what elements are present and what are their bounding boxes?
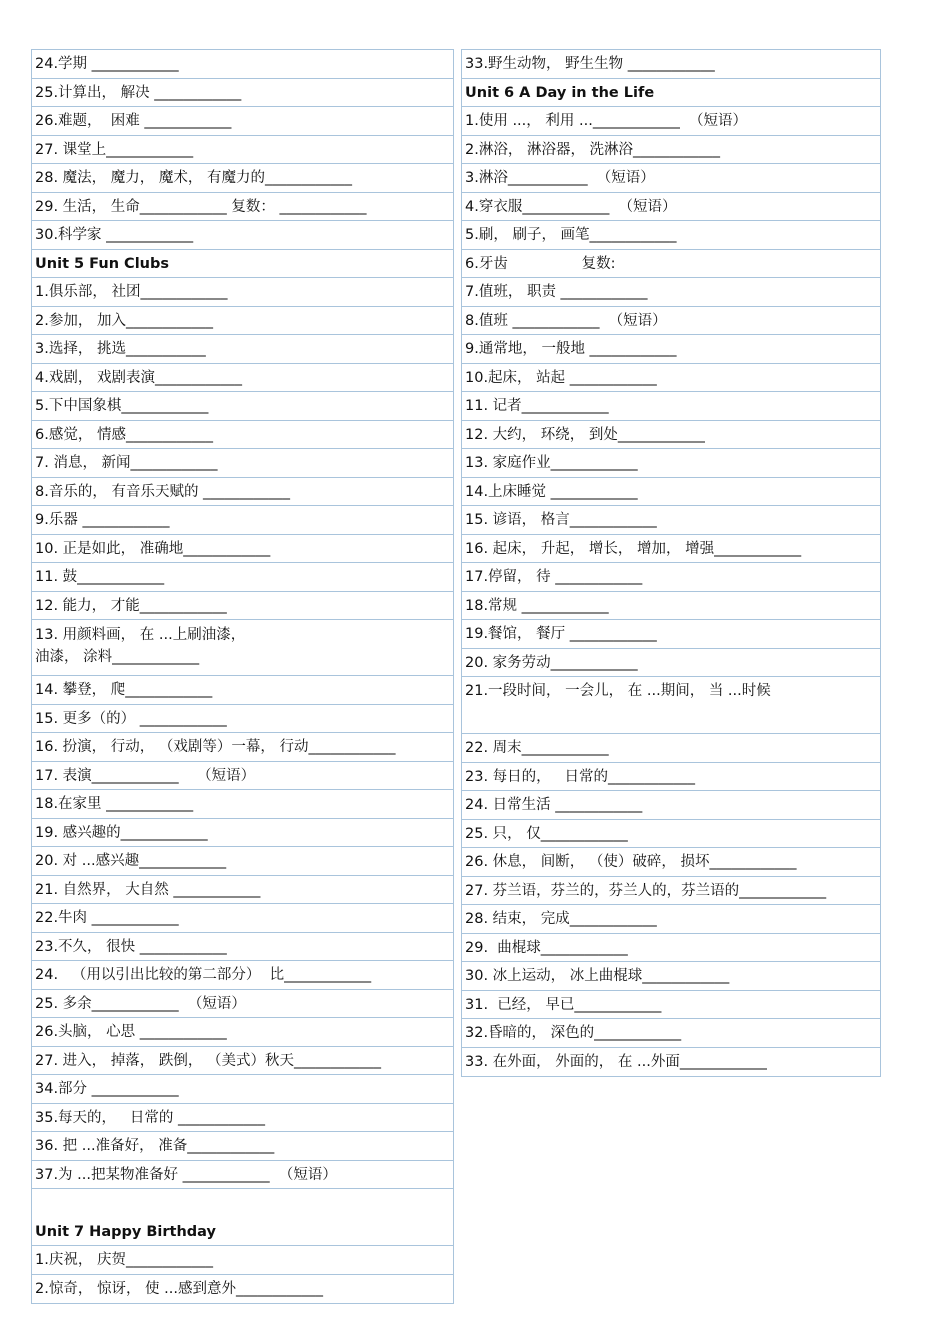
vocabulary-item-text: 28. 结束， 完成____________ <box>465 911 657 927</box>
vocabulary-row <box>462 335 880 364</box>
vocabulary-item-text: 27. 芬兰语，芬兰的，芬兰人的，芬兰语的____________ <box>465 882 827 899</box>
vocabulary-row <box>32 221 453 250</box>
vocabulary-row <box>32 1132 453 1161</box>
vocabulary-item-text: 7.值班， 职责 ____________ <box>465 284 648 300</box>
vocabulary-item-text: 16. 扮演， 行动， （戏剧等）一幕， 行动____________ <box>35 739 396 755</box>
vocabulary-row <box>462 478 880 507</box>
vocabulary-item-text: 30.科学家 ____________ <box>35 227 194 243</box>
vocabulary-item-text: 5.刷， 刷子， 画笔____________ <box>465 227 677 243</box>
vocabulary-item-text: 26.头脑， 心思 ____________ <box>35 1024 227 1040</box>
vocabulary-item-text: 4.穿衣服____________ （短语） <box>465 198 677 215</box>
vocabulary-item-text: 24.学期 ____________ <box>35 56 179 72</box>
vocabulary-item-text: 36. 把 ...准备好， 准备____________ <box>35 1138 275 1154</box>
vocabulary-row <box>32 1161 453 1190</box>
vocabulary-item-text: 21. 自然界， 大自然 ____________ <box>35 881 261 898</box>
vocabulary-item-text: 16. 起床， 升起， 增长， 增加， 增强____________ <box>465 540 802 557</box>
vocabulary-row <box>32 164 453 193</box>
vocabulary-row <box>32 1075 453 1104</box>
vocabulary-row <box>32 904 453 933</box>
vocabulary-item-text: 2.参加， 加入____________ <box>35 312 213 329</box>
vocabulary-item-text: 2.惊奇， 惊讶， 使 ...感到意外____________ <box>35 1280 323 1297</box>
vocabulary-row <box>32 364 453 393</box>
vocabulary-item-text: 24. 日常生活 ____________ <box>465 797 643 813</box>
vocabulary-row <box>462 392 880 421</box>
vocabulary-row <box>462 278 880 307</box>
vocabulary-row <box>32 193 453 222</box>
vocabulary-row <box>32 506 453 535</box>
vocabulary-row <box>32 107 453 136</box>
vocabulary-row <box>32 819 453 848</box>
vocabulary-item-text: 1.庆祝， 庆贺____________ <box>35 1252 213 1268</box>
vocabulary-row <box>32 990 453 1019</box>
unit-heading-text: Unit 7 Happy Birthday <box>35 1223 216 1240</box>
vocabulary-row <box>462 962 880 991</box>
vocabulary-row <box>32 1018 453 1047</box>
vocabulary-row <box>462 763 880 792</box>
vocabulary-row <box>462 991 880 1020</box>
vocabulary-item-text: 3.淋浴___________ （短语） <box>465 170 655 186</box>
vocabulary-item-text: 21.一段时间， 一会儿， 在 ...期间， 当 ...时候 <box>465 683 771 699</box>
vocabulary-item-text: 22. 周末____________ <box>465 740 609 756</box>
vocabulary-row <box>32 50 453 79</box>
vocabulary-item-text: 33.野生动物， 野生生物 ____________ <box>465 56 715 72</box>
unit-heading-text: Unit 6 A Day in the Life <box>465 84 655 101</box>
vocabulary-row <box>32 676 453 705</box>
unit-heading-text: Unit 5 Fun Clubs <box>35 255 170 272</box>
vocabulary-row <box>32 620 453 676</box>
vocabulary-item-text: 24. （用以引出比较的第二部分） 比____________ <box>35 967 372 983</box>
vocabulary-row <box>32 876 453 905</box>
vocabulary-row <box>32 790 453 819</box>
vocabulary-row <box>462 1019 880 1048</box>
unit-heading-row <box>32 1189 453 1246</box>
unit-heading-row <box>462 79 880 108</box>
vocabulary-row <box>462 421 880 450</box>
vocabulary-item-text: 31. 已经， 早已____________ <box>465 996 662 1013</box>
vocabulary-item-text: 5.下中国象棋____________ <box>35 398 209 414</box>
vocabulary-row <box>32 335 453 364</box>
vocabulary-row <box>462 563 880 592</box>
vocabulary-item-text: 23.不久， 很快 ____________ <box>35 938 227 955</box>
vocabulary-item-text: 27. 进入， 掉落， 跌倒， （美式）秋天____________ <box>35 1052 381 1069</box>
vocabulary-row <box>32 705 453 734</box>
vocabulary-row <box>462 592 880 621</box>
vocabulary-item-text: 27. 课堂上____________ <box>35 141 194 158</box>
vocabulary-item-text: 37.为 ...把某物准备好 ____________ （短语） <box>35 1166 337 1183</box>
vocabulary-item-text: 34.部分 ____________ <box>35 1081 179 1097</box>
vocabulary-row <box>32 563 453 592</box>
vocabulary-item-text: 32.昏暗的， 深色的____________ <box>465 1025 682 1041</box>
vocabulary-row <box>462 193 880 222</box>
vocabulary-item-text: 7. 消息， 新闻____________ <box>35 455 218 471</box>
vocabulary-row <box>32 933 453 962</box>
vocabulary-item-text: 25.计算出， 解决 ____________ <box>35 84 242 101</box>
vocabulary-row <box>32 307 453 336</box>
vocabulary-item-text: 25. 多余____________ （短语） <box>35 995 246 1012</box>
vocabulary-row <box>462 905 880 934</box>
vocabulary-item-text: 12. 大约， 环绕， 到处____________ <box>465 426 705 443</box>
vocabulary-item-text: 10.起床， 站起 ____________ <box>465 369 657 386</box>
vocabulary-row <box>462 307 880 336</box>
vocabulary-row <box>462 620 880 649</box>
vocabulary-item-text: 18.常规 ____________ <box>465 597 609 614</box>
vocabulary-item-text: 19. 感兴趣的____________ <box>35 824 208 841</box>
vocabulary-row <box>32 392 453 421</box>
vocabulary-row <box>32 478 453 507</box>
vocabulary-item-text: 9.通常地， 一般地 ____________ <box>465 341 677 357</box>
vocabulary-item-text: 15. 谚语， 格言____________ <box>465 512 657 528</box>
vocabulary-row <box>32 79 453 108</box>
vocabulary-row <box>32 1246 453 1275</box>
vocabulary-row <box>462 449 880 478</box>
vocabulary-row <box>462 934 880 963</box>
vocabulary-row <box>462 164 880 193</box>
vocabulary-row <box>32 535 453 564</box>
vocabulary-item-text: 1.使用 ...， 利用 ...____________ （短语） <box>465 113 748 129</box>
vocabulary-item-text: 13. 家庭作业____________ <box>465 455 638 471</box>
vocabulary-item-text: 20. 家务劳动____________ <box>465 654 638 671</box>
vocabulary-item-text: 23. 每日的， 日常的____________ <box>465 768 695 785</box>
vocabulary-item-text: 6.牙齿 复数: <box>465 255 616 272</box>
vocabulary-item-text: 28. 魔法， 魔力， 魔术， 有魔力的____________ <box>35 170 352 186</box>
vocabulary-row <box>32 1275 453 1304</box>
vocabulary-row <box>462 791 880 820</box>
vocabulary-item-text: 11. 鼓____________ <box>35 569 165 585</box>
vocabulary-item-text: 11. 记者____________ <box>465 398 609 414</box>
left-vocabulary-table <box>31 49 454 1304</box>
vocabulary-item-text: 8.值班 ____________ （短语） <box>465 312 667 329</box>
vocabulary-row <box>462 649 880 678</box>
vocabulary-row <box>32 136 453 165</box>
vocabulary-item-text: 10. 正是如此， 准确地____________ <box>35 540 271 557</box>
vocabulary-row <box>462 50 880 79</box>
vocabulary-row <box>32 421 453 450</box>
vocabulary-row <box>462 250 880 279</box>
vocabulary-item-text: 22.牛肉 ____________ <box>35 910 179 926</box>
vocabulary-item-text: 29. 曲棍球____________ <box>465 939 628 956</box>
vocabulary-item-text: 3.选择， 挑选___________ <box>35 341 206 357</box>
vocabulary-item-text: 19.餐馆， 餐厅 ____________ <box>465 626 657 642</box>
vocabulary-row <box>462 677 880 734</box>
unit-heading-row <box>32 250 453 279</box>
vocabulary-row <box>462 221 880 250</box>
vocabulary-row <box>462 535 880 564</box>
right-vocabulary-table <box>461 49 881 1077</box>
vocabulary-item-text: 2.淋浴， 淋浴器， 洗淋浴____________ <box>465 141 721 158</box>
vocabulary-item-text: 25. 只， 仅____________ <box>465 825 628 842</box>
vocabulary-row <box>32 847 453 876</box>
vocabulary-item-text: 4.戏剧， 戏剧表演____________ <box>35 369 242 386</box>
vocabulary-row <box>32 762 453 791</box>
vocabulary-row <box>32 961 453 990</box>
vocabulary-row <box>32 1104 453 1133</box>
vocabulary-row <box>462 506 880 535</box>
vocabulary-item-text: 8.音乐的， 有音乐天赋的 ____________ <box>35 483 291 500</box>
vocabulary-row <box>32 278 453 307</box>
vocabulary-item-text: 18.在家里 ____________ <box>35 796 194 812</box>
vocabulary-item-text: 35.每天的， 日常的 ____________ <box>35 1109 265 1126</box>
vocabulary-item-text: 6.感觉， 情感____________ <box>35 426 213 443</box>
vocabulary-row <box>462 107 880 136</box>
vocabulary-row <box>462 1048 880 1077</box>
vocabulary-item-text: 17.停留， 待 ____________ <box>465 569 643 585</box>
vocabulary-item-text: 14.上床睡觉 ____________ <box>465 483 638 500</box>
vocabulary-item-text: 14. 攀登， 爬____________ <box>35 682 213 698</box>
vocabulary-item-text: 20. 对 ...感兴趣____________ <box>35 853 227 869</box>
vocabulary-row <box>462 848 880 877</box>
vocabulary-item-text: 12. 能力， 才能____________ <box>35 597 227 614</box>
vocabulary-item-text: 29. 生活， 生命____________ 复数： ____________ <box>35 198 367 215</box>
vocabulary-row <box>462 364 880 393</box>
vocabulary-row <box>32 592 453 621</box>
vocabulary-item-text: 15. 更多（的） ____________ <box>35 710 227 727</box>
vocabulary-item-text: 26.难题， 困难 ____________ <box>35 113 232 129</box>
vocabulary-item-text: 30. 冰上运动， 冰上曲棍球____________ <box>465 968 730 984</box>
vocabulary-row <box>32 1047 453 1076</box>
vocabulary-item-text: 13. 用颜料画， 在 ...上刷油漆， 油漆， 涂料____________ <box>35 627 246 665</box>
vocabulary-item-text: 26. 休息， 间断， （使）破碎， 损坏____________ <box>465 854 797 870</box>
vocabulary-row <box>462 877 880 906</box>
vocabulary-row <box>462 820 880 849</box>
vocabulary-row <box>462 136 880 165</box>
vocabulary-item-text: 33. 在外面， 外面的， 在 ...外面____________ <box>465 1053 767 1070</box>
vocabulary-item-text: 17. 表演____________ （短语） <box>35 767 256 784</box>
vocabulary-item-text: 9.乐器 ____________ <box>35 512 170 528</box>
vocabulary-row <box>32 733 453 762</box>
vocabulary-row <box>462 734 880 763</box>
vocabulary-item-text: 1.俱乐部， 社团____________ <box>35 284 228 300</box>
vocabulary-row <box>32 449 453 478</box>
